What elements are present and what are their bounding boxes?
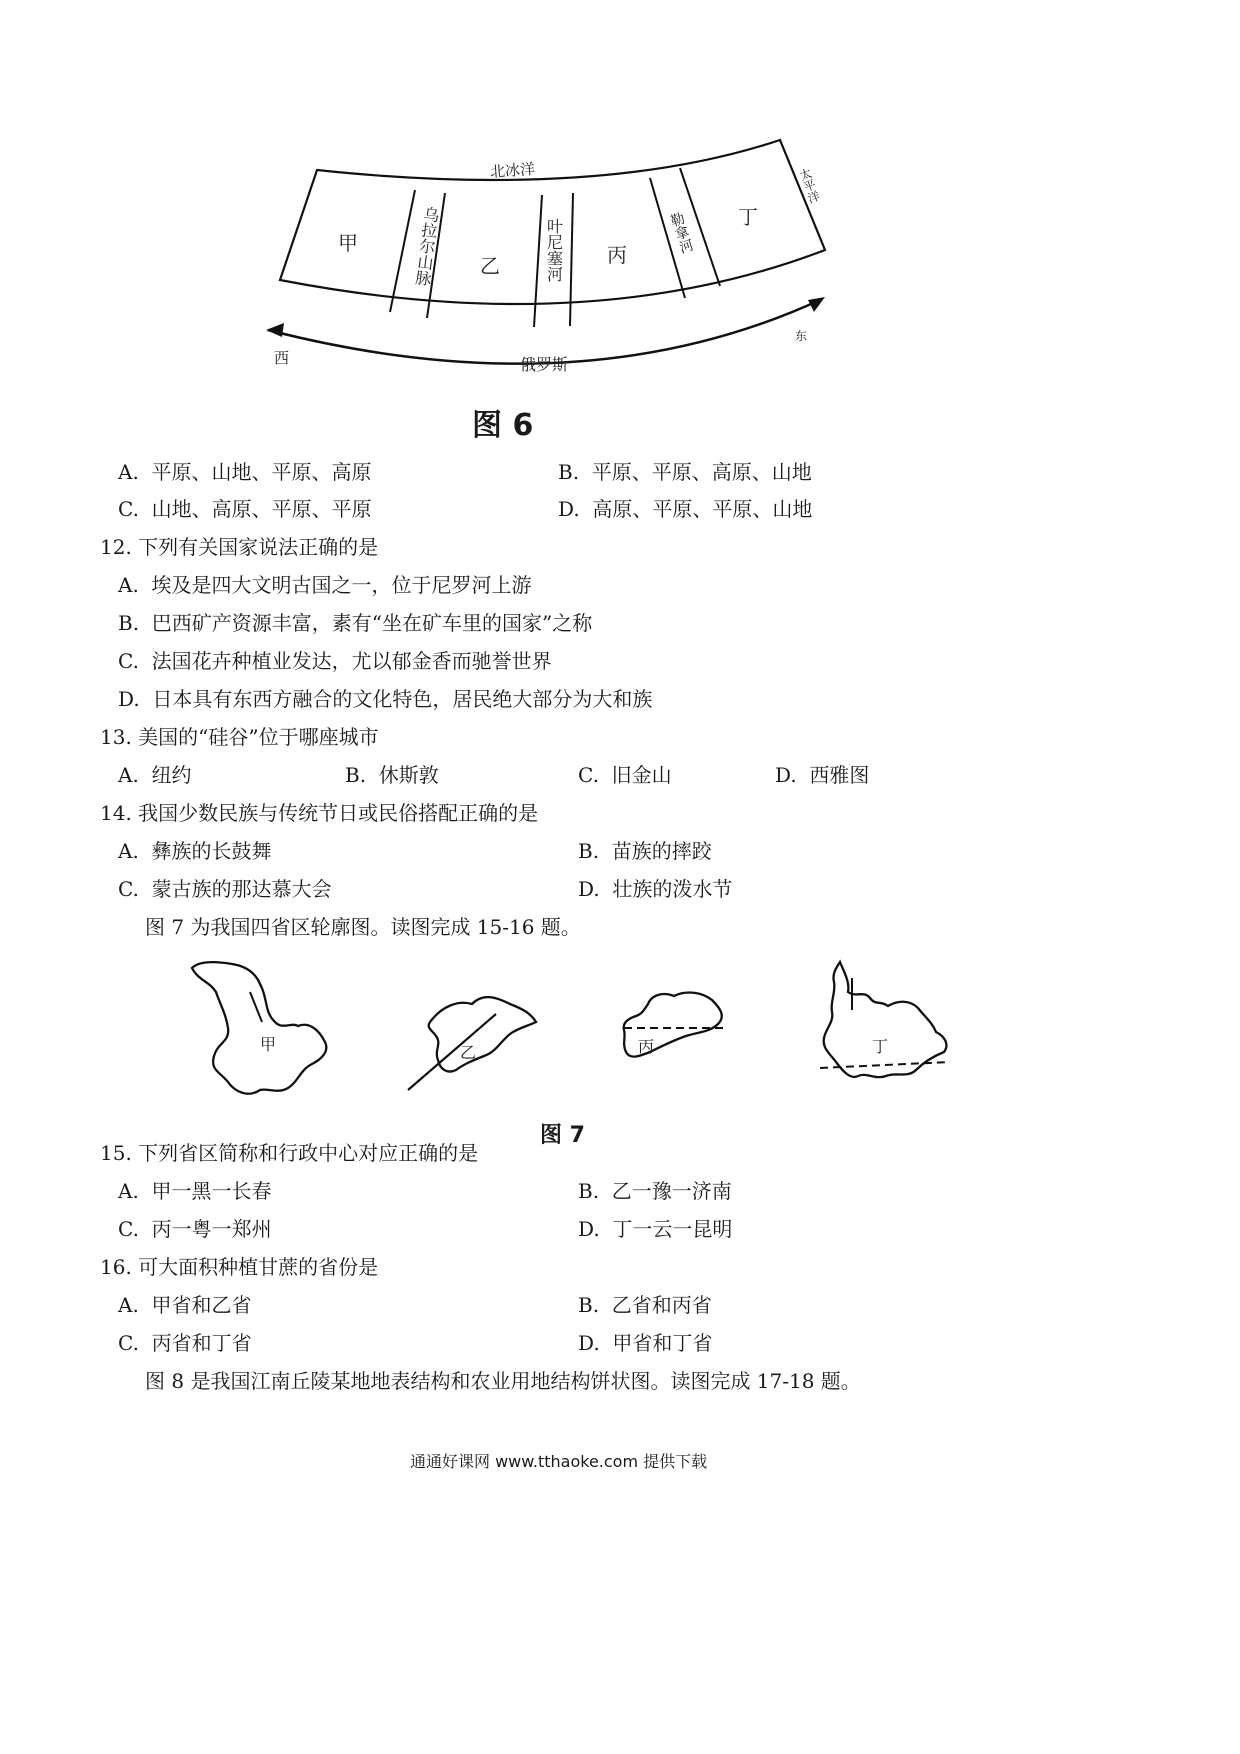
q13-option-a <box>118 763 192 787</box>
fig7-province-ding <box>824 962 947 1077</box>
q15-option-c <box>118 1217 272 1241</box>
option-letter: D. <box>578 1217 600 1241</box>
fig6-label-arctic: 北冰洋 <box>489 159 536 182</box>
option-text: 西雅图 <box>809 763 870 787</box>
option-text: 苗族的摔跤 <box>611 839 712 863</box>
figure-7-caption: 图 7 <box>540 1123 585 1148</box>
option-text: 丙一粤一郑州 <box>151 1217 272 1241</box>
option-letter: C. <box>118 1331 139 1355</box>
option-letter: B. <box>558 460 580 484</box>
q12-option-d <box>118 687 652 711</box>
option-letter: B. <box>578 1293 600 1317</box>
fig7-intro: 图 7 为我国四省区轮廓图。读图完成 15-16 题。 <box>145 915 581 939</box>
q11-option-b <box>558 460 812 484</box>
q14-option-c <box>118 877 332 901</box>
option-text: 旧金山 <box>611 763 672 787</box>
q16-option-a <box>118 1293 252 1317</box>
option-text: 甲省和乙省 <box>151 1293 252 1317</box>
fig6-label-east: 东 <box>795 329 808 343</box>
q16-stem: 16. 可大面积种植甘蔗的省份是 <box>100 1255 379 1279</box>
q14-option-d <box>578 877 732 901</box>
q15-option-a <box>118 1179 272 1203</box>
q11-option-a <box>118 460 372 484</box>
figure-7-province-outlines <box>180 952 970 1112</box>
fig6-arrow-head-right <box>808 297 825 312</box>
fig6-divider-ural-left <box>390 190 415 312</box>
option-letter: B. <box>345 763 367 787</box>
q12-stem: 12. 下列有关国家说法正确的是 <box>100 535 379 559</box>
option-letter: C. <box>118 649 139 673</box>
q13-stem: 13. 美国的“硅谷”位于哪座城市 <box>100 725 379 749</box>
option-letter: D. <box>578 1331 600 1355</box>
q12-option-c <box>118 649 552 673</box>
q11-option-d <box>558 497 812 521</box>
option-text: 埃及是四大文明古国之一，位于尼罗河上游 <box>151 573 532 597</box>
option-text: 壮族的泼水节 <box>612 877 733 901</box>
option-letter: D. <box>558 497 580 521</box>
q14-option-b <box>578 839 712 863</box>
fig7-jia-line <box>250 992 262 1022</box>
option-letter: A. <box>118 763 139 787</box>
q14-option-a <box>118 839 272 863</box>
fig6-region-yenisei: 叶尼塞河 <box>544 218 564 282</box>
option-letter: C. <box>118 1217 139 1241</box>
fig6-label-pacific: 太平洋 <box>796 166 822 205</box>
fig7-province-yi <box>429 997 536 1071</box>
option-letter: D. <box>578 877 600 901</box>
option-text: 丁一云一昆明 <box>612 1217 733 1241</box>
fig6-region-ding: 丁 <box>738 205 758 229</box>
option-text: 甲一黑一长春 <box>151 1179 272 1203</box>
option-text: 纽约 <box>151 763 192 787</box>
q15-option-b <box>578 1179 732 1203</box>
q13-option-b <box>345 763 439 787</box>
option-letter: B. <box>118 611 140 635</box>
q14-stem: 14. 我国少数民族与传统节日或民俗搭配正确的是 <box>100 801 539 825</box>
option-text: 丙省和丁省 <box>151 1331 252 1355</box>
fig7-label-ding: 丁 <box>872 1037 889 1056</box>
figure-6-caption: 图 6 <box>472 408 534 443</box>
q16-option-d <box>578 1331 712 1355</box>
option-letter: A. <box>118 460 139 484</box>
fig7-province-jia <box>192 962 326 1093</box>
option-text: 平原、平原、高原、山地 <box>591 460 812 484</box>
q13-option-d <box>775 763 869 787</box>
fig7-label-yi: 乙 <box>460 1043 477 1062</box>
option-letter: B. <box>578 839 600 863</box>
option-text: 平原、山地、平原、高原 <box>151 460 372 484</box>
option-letter: D. <box>118 687 140 711</box>
fig7-label-bing: 丙 <box>638 1037 655 1056</box>
option-text: 彝族的长鼓舞 <box>151 839 272 863</box>
fig8-intro: 图 8 是我国江南丘陵某地地表结构和农业用地结构饼状图。读图完成 17-18 题。 <box>145 1369 861 1393</box>
option-text: 蒙古族的那达慕大会 <box>151 877 332 901</box>
fig6-divider-yenisei-right <box>570 193 573 326</box>
option-text: 高原、平原、平原、山地 <box>592 497 813 521</box>
option-letter: A. <box>118 1293 139 1317</box>
figure-6-diagram <box>274 140 960 430</box>
fig6-label-russia: 俄罗斯 <box>520 355 569 374</box>
fig7-yi-line <box>408 1014 496 1090</box>
option-text: 巴西矿产资源丰富，素有“坐在矿车里的国家”之称 <box>151 611 593 635</box>
option-letter: A. <box>118 1179 139 1203</box>
q16-option-b <box>578 1293 712 1317</box>
q12-option-a <box>118 573 532 597</box>
option-letter: C. <box>118 497 139 521</box>
fig6-region-bing: 丙 <box>607 243 627 267</box>
option-letter: D. <box>775 763 797 787</box>
option-letter: B. <box>578 1179 600 1203</box>
option-letter: A. <box>118 839 139 863</box>
option-letter: C. <box>118 877 139 901</box>
fig6-region-ural: 乌拉尔山脉 <box>412 205 441 287</box>
fig6-divider-yenisei-left <box>534 195 542 327</box>
option-text: 休斯敦 <box>378 763 439 787</box>
q16-option-c <box>118 1331 252 1355</box>
option-letter: A. <box>118 573 139 597</box>
option-letter: C. <box>578 763 599 787</box>
fig6-region-jia: 甲 <box>338 231 358 255</box>
q12-option-b <box>118 611 592 635</box>
q11-option-c <box>118 497 372 521</box>
fig6-region-lena: 勒拿河 <box>666 210 696 256</box>
q15-stem: 15. 下列省区简称和行政中心对应正确的是 <box>100 1141 479 1165</box>
fig6-arrow-head-left <box>266 323 284 337</box>
option-text: 法国花卉种植业发达，尤以郁金香而驰誉世界 <box>151 649 552 673</box>
option-text: 甲省和丁省 <box>612 1331 713 1355</box>
option-text: 乙一豫一济南 <box>611 1179 732 1203</box>
option-text: 山地、高原、平原、平原 <box>151 497 372 521</box>
fig7-label-jia: 甲 <box>260 1035 277 1054</box>
page-footer: 通通好课网 www.tthaoke.com 提供下载 <box>410 1452 708 1471</box>
fig6-region-yi: 乙 <box>480 254 500 278</box>
fig6-label-west: 西 <box>274 349 290 367</box>
q15-option-d <box>578 1217 732 1241</box>
option-text: 日本具有东西方融合的文化特色，居民绝大部分为大和族 <box>152 687 653 711</box>
option-text: 乙省和丙省 <box>611 1293 712 1317</box>
q13-option-c <box>578 763 672 787</box>
